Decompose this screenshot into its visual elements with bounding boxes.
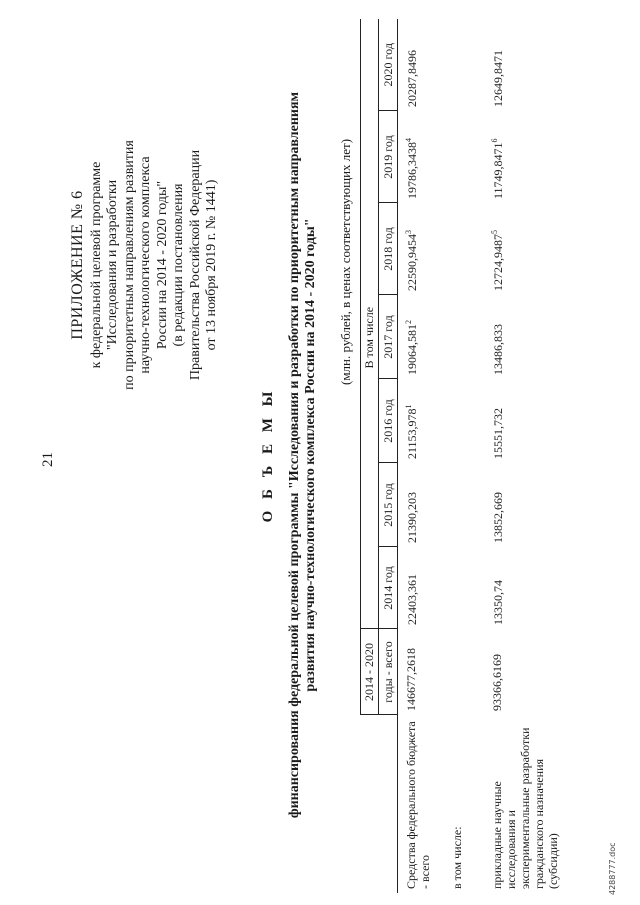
value-cell: 13852,669 xyxy=(490,492,505,543)
financing-table xyxy=(360,19,574,893)
table-header-row xyxy=(379,19,398,893)
table-row xyxy=(444,19,484,893)
value-cell: 21153,978$^1$ xyxy=(404,404,419,459)
year-header: 2020 год xyxy=(379,19,398,111)
value-cell: 19064,581$^2$ xyxy=(404,320,419,375)
group-header: В том числе xyxy=(361,19,379,629)
value-cell: 20287,8496 xyxy=(405,50,419,107)
appendix-line: России на 2014 - 2020 годы" xyxy=(154,180,170,350)
year-header: 2019 год xyxy=(379,111,398,203)
row-label: прикладные научные исследования и экспериментальные разработки гражданского назначения (субсидии) xyxy=(489,727,560,889)
appendix-line: по приоритетным направлениям развития xyxy=(121,140,137,390)
page-number: 21 xyxy=(40,452,56,467)
footnote-mark: 2 xyxy=(404,320,413,324)
footnote-mark: 5 xyxy=(489,230,499,234)
total-cell: 146677,2618 xyxy=(404,648,418,711)
subtitle-line: финансирования федеральной целевой программы "Исследования и разработки по приоритетным направлениям xyxy=(287,91,302,819)
label-header-cell xyxy=(379,715,398,893)
value-cell: 22403,361 xyxy=(405,574,419,625)
appendix-block xyxy=(70,125,221,405)
table-header-row xyxy=(361,19,379,893)
empty-cell xyxy=(444,19,484,715)
value-cell: 15551,732 xyxy=(490,408,505,459)
year-header: 2017 год xyxy=(379,295,398,379)
value-cell: 12724,9487$^5$ xyxy=(489,230,505,291)
table-row xyxy=(484,19,574,893)
footnote-mark: 6 xyxy=(489,138,499,143)
year-header: 2016 год xyxy=(379,379,398,463)
appendix-line: к федеральной целевой программе xyxy=(88,161,104,369)
appendix-heading: ПРИЛОЖЕНИЕ № 6 xyxy=(69,190,86,340)
value-cell: 19786,3438$^4$ xyxy=(404,138,419,199)
value-cell: 21390,203 xyxy=(405,492,419,543)
label-header-cell xyxy=(361,715,379,893)
document-subtitle xyxy=(287,45,319,865)
year-header: 2015 год xyxy=(379,463,398,547)
row-label: Средства федерального бюджета - всего xyxy=(404,721,432,889)
footnote-mark: 1 xyxy=(404,404,413,409)
value-cell: 22590,9454$^3$ xyxy=(404,230,419,291)
total-header-top: 2014 - 2020 xyxy=(361,629,379,715)
appendix-line: "Исследования и разработки xyxy=(105,179,120,351)
footnote-mark: 3 xyxy=(404,230,413,234)
footnote-mark: 4 xyxy=(404,138,413,142)
table-row xyxy=(398,19,444,893)
value-cell: 11749,8471$^6$ xyxy=(489,138,505,199)
year-header: 2018 год xyxy=(379,203,398,295)
value-cell: 12649,8471 xyxy=(490,50,505,107)
total-cell: 93366,6169 xyxy=(489,654,504,711)
subtitle-line: развития научно-технологического комплекса России на 2014 - 2020 годы" xyxy=(303,218,318,692)
document-title: О Б Ъ Е М Ы xyxy=(260,387,276,523)
appendix-line: научно-технологического комплекса xyxy=(138,156,153,374)
appendix-line: (в редакции постановления xyxy=(171,183,186,347)
value-cell: 13486,833 xyxy=(490,324,505,375)
year-header: 2014 год xyxy=(379,547,398,629)
appendix-line: Правительства Российской Федерации xyxy=(187,149,203,381)
row-label: в том числе: xyxy=(449,826,464,889)
appendix-line: от 13 ноября 2019 г. № 1441) xyxy=(204,179,219,351)
total-header-bottom: годы - всего xyxy=(379,629,398,715)
value-cell: 13350,74 xyxy=(490,580,505,625)
document-code: 4288777.doc xyxy=(608,842,617,895)
units-note: (млн. рублей, в ценах соответствующих лет) xyxy=(338,138,353,385)
title-block xyxy=(260,45,319,865)
